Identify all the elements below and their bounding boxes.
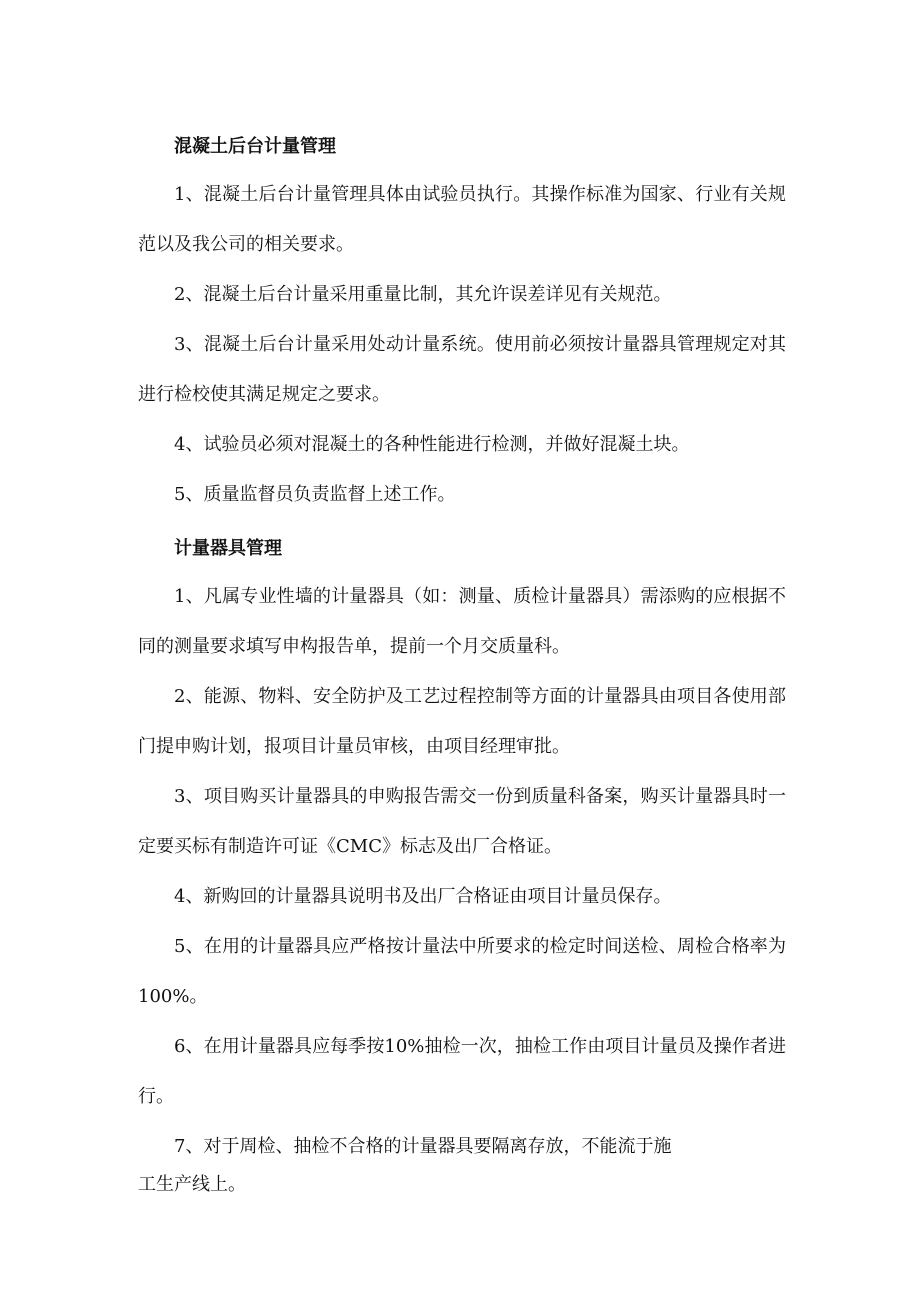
paragraph-concrete-2: 2、混凝土后台计量采用重量比制，其允许误差详见有关规范。 xyxy=(174,284,672,305)
paragraph-instrument-5: 5、在用的计量器具应严格按计量法中所要求的检定时间送检、周检合格率为100%。 xyxy=(138,936,786,1007)
paragraph-instrument-7-line2: 工生产线上。 xyxy=(138,1174,246,1195)
paragraph-instrument-6: 6、在用计量器具应每季按10%抽检一次，抽检工作由项目计量员及操作者进行。 xyxy=(138,1036,786,1107)
section-heading-instrument-management: 计量器具管理 xyxy=(174,538,282,559)
paragraph-instrument-7 xyxy=(138,1128,786,1204)
paragraph-concrete-5: 5、质量监督员负责监督上述工作。 xyxy=(174,484,456,505)
paragraph-concrete-3: 3、混凝土后台计量采用处动计量系统。使用前必须按计量器具管理规定对其进行检校使其满足规定之要求。 xyxy=(138,334,786,405)
paragraph-concrete-4: 4、试验员必须对混凝土的各种性能进行检测，并做好混凝土块。 xyxy=(174,434,690,455)
paragraph-concrete-1: 1、混凝土后台计量管理具体由试验员执行。其操作标准为国家、行业有关规范以及我公司的相关要求。 xyxy=(138,184,786,255)
document-body xyxy=(138,124,786,1204)
section-heading-concrete-metering: 混凝土后台计量管理 xyxy=(174,136,336,157)
paragraph-instrument-2: 2、能源、物料、安全防护及工艺过程控制等方面的计量器具由项目各使用部门提申购计划，报项目计量员审核，由项目经理审批。 xyxy=(138,686,786,757)
paragraph-instrument-7-line1: 7、对于周检、抽检不合格的计量器具要隔离存放，不能流于施 xyxy=(174,1136,672,1157)
paragraph-instrument-3: 3、项目购买计量器具的申购报告需交一份到质量科备案，购买计量器具时一定要买标有制造许可证《CMC》标志及出厂合格证。 xyxy=(138,786,786,857)
paragraph-instrument-4: 4、新购回的计量器具说明书及出厂合格证由项目计量员保存。 xyxy=(174,886,672,907)
paragraph-instrument-1: 1、凡属专业性墙的计量器具（如：测量、质检计量器具）需添购的应根据不同的测量要求填写申构报告单，提前一个月交质量科。 xyxy=(138,586,786,657)
